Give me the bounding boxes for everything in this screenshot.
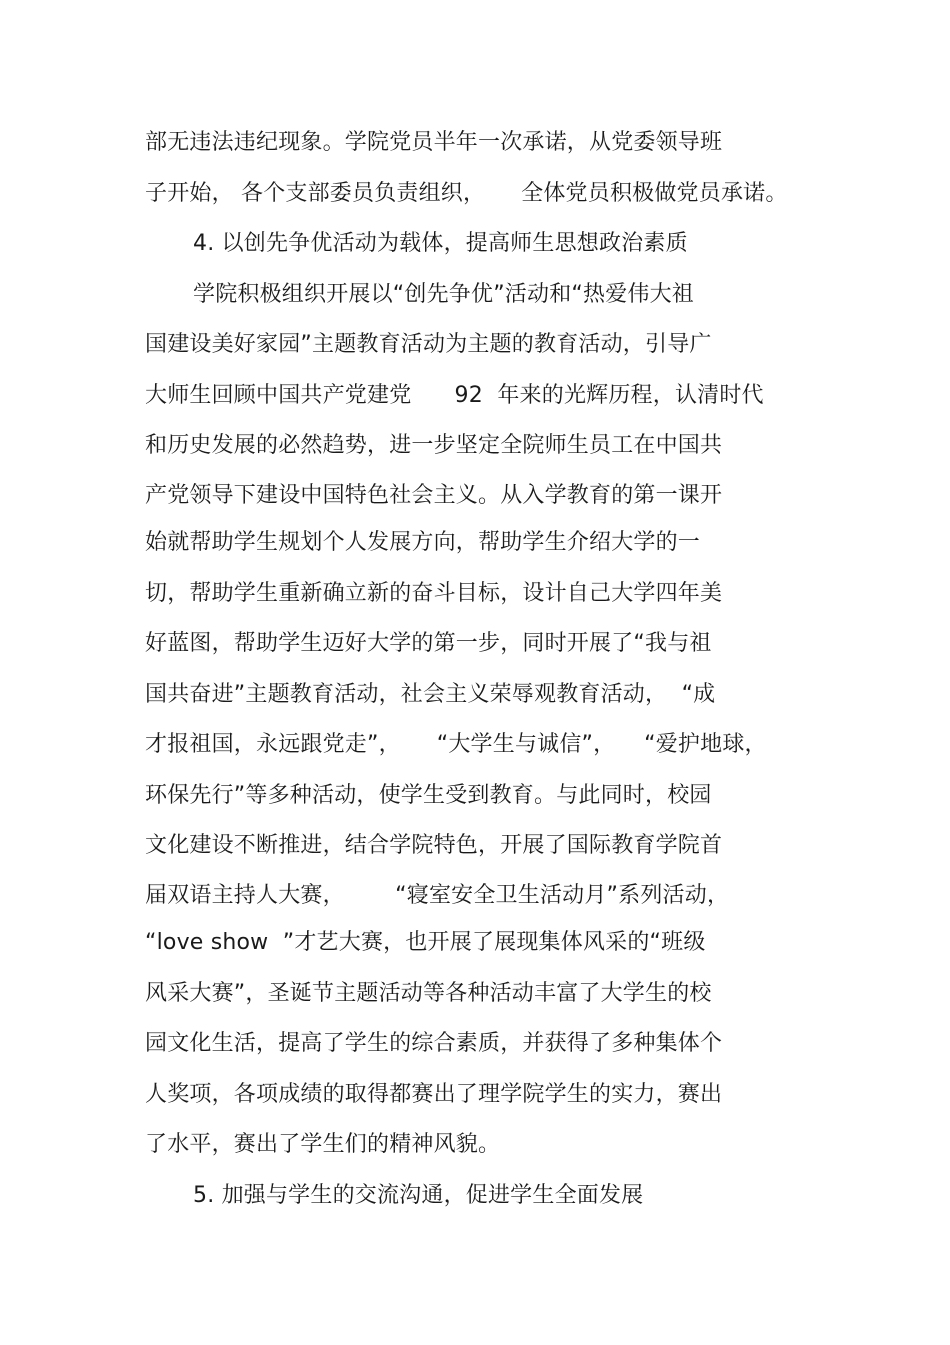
- paragraph-line: 和历史发展的必然趋势，进一步坚定全院师生员工在中国共: [145, 433, 723, 458]
- paragraph-line: 园文化生活，提高了学生的综合素质，并获得了多种集体个: [145, 1031, 723, 1056]
- paragraph-line: 切，帮助学生重新确立新的奋斗目标，设计自己大学四年美: [145, 581, 723, 606]
- paragraph-line: 风采大赛”，圣诞节主题活动等各种活动丰富了大学生的校: [145, 981, 712, 1006]
- paragraph-line: 国共奋进”主题教育活动，社会主义荣辱观教育活动， “成: [145, 682, 716, 707]
- paragraph-line: 子开始， 各个支部委员负责组织， 全体党员积极做党员承诺。: [145, 181, 788, 206]
- paragraph-line: 部无违法违纪现象。学院党员半年一次承诺，从党委领导班: [145, 130, 723, 155]
- paragraph-line: 大师生回顾中国共产党建党 92 年来的光辉历程，认清时代: [145, 383, 764, 408]
- section-heading: 4. 以创先争优活动为载体，提高师生思想政治素质: [193, 231, 688, 256]
- section-heading: 5. 加强与学生的交流沟通，促进学生全面发展: [193, 1183, 644, 1208]
- paragraph-line: 好蓝图，帮助学生迈好大学的第一步，同时开展了“我与祖: [145, 631, 712, 656]
- paragraph-line: 产党领导下建设中国特色社会主义。从入学教育的第一课开: [145, 483, 723, 508]
- paragraph-line: 环保先行”等多种活动，使学生受到教育。与此同时，校园: [145, 783, 712, 808]
- paragraph-line: 人奖项，各项成绩的取得都赛出了理学院学生的实力，赛出: [145, 1082, 723, 1107]
- paragraph-line: 届双语主持人大赛， “寝室安全卫生活动月”系列活动，: [145, 883, 730, 908]
- paragraph-line: 了水平，赛出了学生们的精神风貌。: [145, 1132, 501, 1157]
- paragraph-line: 才报祖国，永远跟党走”， “大学生与诚信”， “爱护地球，: [145, 732, 767, 757]
- paragraph-line: “love show ”才艺大赛，也开展了展现集体风采的“班级: [145, 930, 706, 955]
- paragraph-line: 文化建设不断推进，结合学院特色，开展了国际教育学院首: [145, 833, 723, 858]
- paragraph-line: 始就帮助学生规划个人发展方向，帮助学生介绍大学的一: [145, 530, 701, 555]
- paragraph-line: 国建设美好家园”主题教育活动为主题的教育活动，引导广: [145, 332, 712, 357]
- paragraph-line: 学院积极组织开展以“创先争优”活动和“热爱伟大祖: [193, 282, 694, 307]
